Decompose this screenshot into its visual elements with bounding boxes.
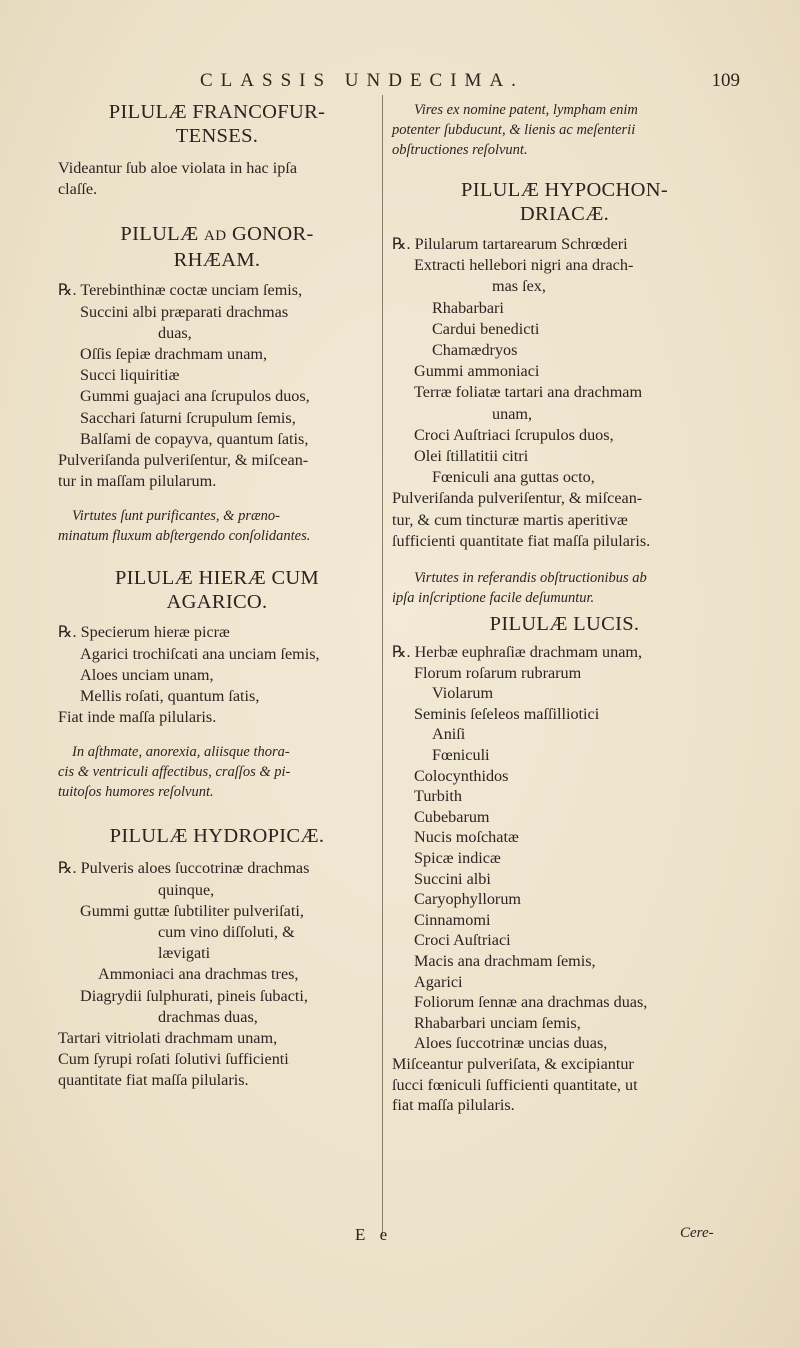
recipe-line: ℞. Specierum hieræ picræ [58, 623, 230, 642]
hypochondriacae-recipe [392, 234, 737, 552]
hypochondriacae-virtues: Virtutes in referandis obſtructionibus ab ipſa inſcriptione facile deſumuntur. [392, 570, 647, 607]
recipe-line: Rhabarbari [432, 298, 504, 317]
recipe-line: lævigati [158, 944, 211, 963]
recipe-line: quantitate fiat maſſa pilularis. [58, 1071, 249, 1090]
hydropicae-virtues: Vires ex nomine patent, lympham enim potenter ſubducunt, & lienis ac meſenterii obſtructiones reſolvunt. [392, 102, 638, 158]
heading-pilulae-hierae: PILULÆ HIERÆ CUM AGARICO. [114, 567, 320, 614]
recipe-line: Cinnamomi [414, 910, 491, 929]
recipe-line: Croci Auſtriaci ſcrupulos duos, [414, 425, 614, 444]
recipe-line: Gummi guajaci ana ſcrupulos duos, [80, 387, 310, 406]
column-rule [382, 95, 383, 1235]
hydropicae-recipe [58, 858, 376, 1091]
recipe-line: drachmas duas, [158, 1007, 258, 1026]
catchword: Cere- [680, 1225, 714, 1241]
recipe-line: Croci Auſtriaci [414, 931, 511, 950]
recipe-line: cum vino diſſoluti, & [158, 923, 295, 942]
recipe-line: Seminis ſeſeleos maſſilliotici [414, 704, 600, 723]
recipe-line: Agarici [414, 972, 463, 991]
heading-pilulae-gonorrhaeam: PILULÆ AD GONOR- RHÆAM. [120, 223, 314, 272]
heading-pilulae-lucis: PILULÆ LUCIS. [489, 613, 640, 636]
recipe-line: Ammoniaci ana drachmas tres, [98, 965, 299, 984]
recipe-line: Oſſis ſepiæ drachmam unam, [80, 345, 268, 364]
lucis-recipe [392, 642, 737, 1116]
recipe-line: quinque, [158, 880, 215, 899]
recipe-line: fiat maſſa pilularis. [392, 1096, 515, 1115]
left-column [58, 100, 376, 1092]
hierae-recipe [58, 622, 376, 728]
recipe-line: Miſceantur pulveriſata, & excipiantur [392, 1054, 634, 1073]
recipe-line: Aloes unciam unam, [80, 665, 214, 684]
recipe-line: unam, [492, 404, 533, 423]
recipe-line: Fœniculi [432, 746, 490, 765]
recipe-line: Gummi ammoniaci [414, 362, 540, 381]
page-number: 109 [711, 70, 740, 91]
signature-mark: E e [355, 1225, 393, 1244]
recipe-line: Chamædryos [432, 341, 518, 360]
heading-pilulae-francofurtenses: PILULÆ FRANCOFUR- TENSES. [108, 101, 326, 147]
recipe-line: Pulveriſanda pulveriſentur, & miſcean- [392, 489, 643, 508]
recipe-line: Olei ſtillatitii citri [414, 447, 529, 466]
recipe-line: Terræ foliatæ tartari ana drachmam [414, 383, 643, 402]
recipe-line: mas ſex, [492, 277, 546, 296]
recipe-line: Balſami de copayva, quantum ſatis, [80, 429, 309, 448]
recipe-line: Extracti hellebori nigri ana drach- [414, 256, 634, 275]
recipe-line: Nucis moſchatæ [414, 828, 519, 847]
recipe-line: Sacchari ſaturni ſcrupulum ſemis, [80, 408, 296, 427]
recipe-line: ℞. Herbæ euphraſiæ drachmam unam, [392, 643, 643, 662]
recipe-line: Pulveriſanda pulveriſentur, & miſcean- [58, 451, 309, 470]
recipe-line: Cum ſyrupi roſati ſolutivi ſufficienti [58, 1050, 289, 1069]
recipe-line: ℞. Pulveris aloes ſuccotrinæ drachmas [58, 859, 310, 878]
recipe-line: Florum roſarum rubrarum [414, 663, 582, 682]
recipe-line: Succini albi [414, 869, 491, 888]
gonorrhaeam-virtues: Virtutes ſunt purificantes, & præno- minatum fluxum abſtergendo conſolidantes. [58, 508, 311, 545]
recipe-line: ſucci fœniculi ſufficienti quantitate, ut [392, 1075, 638, 1094]
recipe-line: Cardui benedicti [432, 319, 540, 338]
recipe-line: Mellis roſati, quantum ſatis, [80, 687, 260, 706]
recipe-line: Rhabarbari unciam ſemis, [414, 1013, 581, 1032]
recipe-line: Turbith [414, 787, 462, 806]
recipe-line: Spicæ indicæ [414, 848, 501, 867]
recipe-line: tur in maſſam pilularum. [58, 472, 217, 491]
recipe-line: Succi liquiritiæ [80, 366, 180, 385]
page-header [60, 70, 740, 100]
recipe-line: Cubebarum [414, 807, 490, 826]
recipe-line: tur, & cum tincturæ martis aperitivæ [392, 510, 628, 529]
francofurtenses-text: Videantur ſub aloe violata in hac ipſa claſſe. [58, 159, 298, 199]
gonorrhaeam-recipe [58, 280, 376, 492]
recipe-line: Fœniculi ana guttas octo, [432, 468, 595, 487]
recipe-line: ſufficienti quantitate fiat maſſa pilularis. [392, 531, 651, 550]
right-column [392, 100, 737, 1116]
recipe-line: Fiat inde maſſa pilularis. [58, 708, 217, 727]
recipe-line: Violarum [432, 684, 494, 703]
recipe-line: Diagrydii ſulphurati, pineis ſubacti, [80, 986, 308, 1005]
recipe-line: Aniſi [432, 725, 466, 744]
recipe-line: duas, [158, 323, 192, 342]
recipe-line: Macis ana drachmam ſemis, [414, 951, 596, 970]
running-title: CLASSIS UNDECIMA. [200, 70, 524, 91]
recipe-line: ℞. Terebinthinæ coctæ unciam ſemis, [58, 281, 303, 300]
recipe-line: Aloes ſuccotrinæ uncias duas, [414, 1034, 608, 1053]
recipe-line: Tartari vitriolati drachmam unam, [58, 1029, 278, 1048]
hierae-virtues: In aſthmate, anorexia, aliisque thora- cis & ventriculi affectibus, craſſos & pi- tuitoſos humores reſolvunt. [58, 744, 291, 801]
recipe-line: Gummi guttæ ſubtiliter pulveriſati, [80, 901, 304, 920]
recipe-line: Foliorum ſennæ ana drachmas duas, [414, 993, 648, 1012]
recipe-line: Agarici trochiſcati ana unciam ſemis, [80, 644, 320, 663]
recipe-line: Caryophyllorum [414, 890, 522, 909]
recipe-line: ℞. Pilularum tartarearum Schrœderi [392, 235, 628, 253]
recipe-line: Colocynthidos [414, 766, 509, 785]
recipe-line: Succini albi præparati drachmas [80, 302, 289, 321]
heading-pilulae-hypochondriacae: PILULÆ HYPOCHON- DRIACÆ. [461, 179, 668, 225]
heading-pilulae-hydropicae: PILULÆ HYDROPICÆ. [109, 825, 325, 848]
